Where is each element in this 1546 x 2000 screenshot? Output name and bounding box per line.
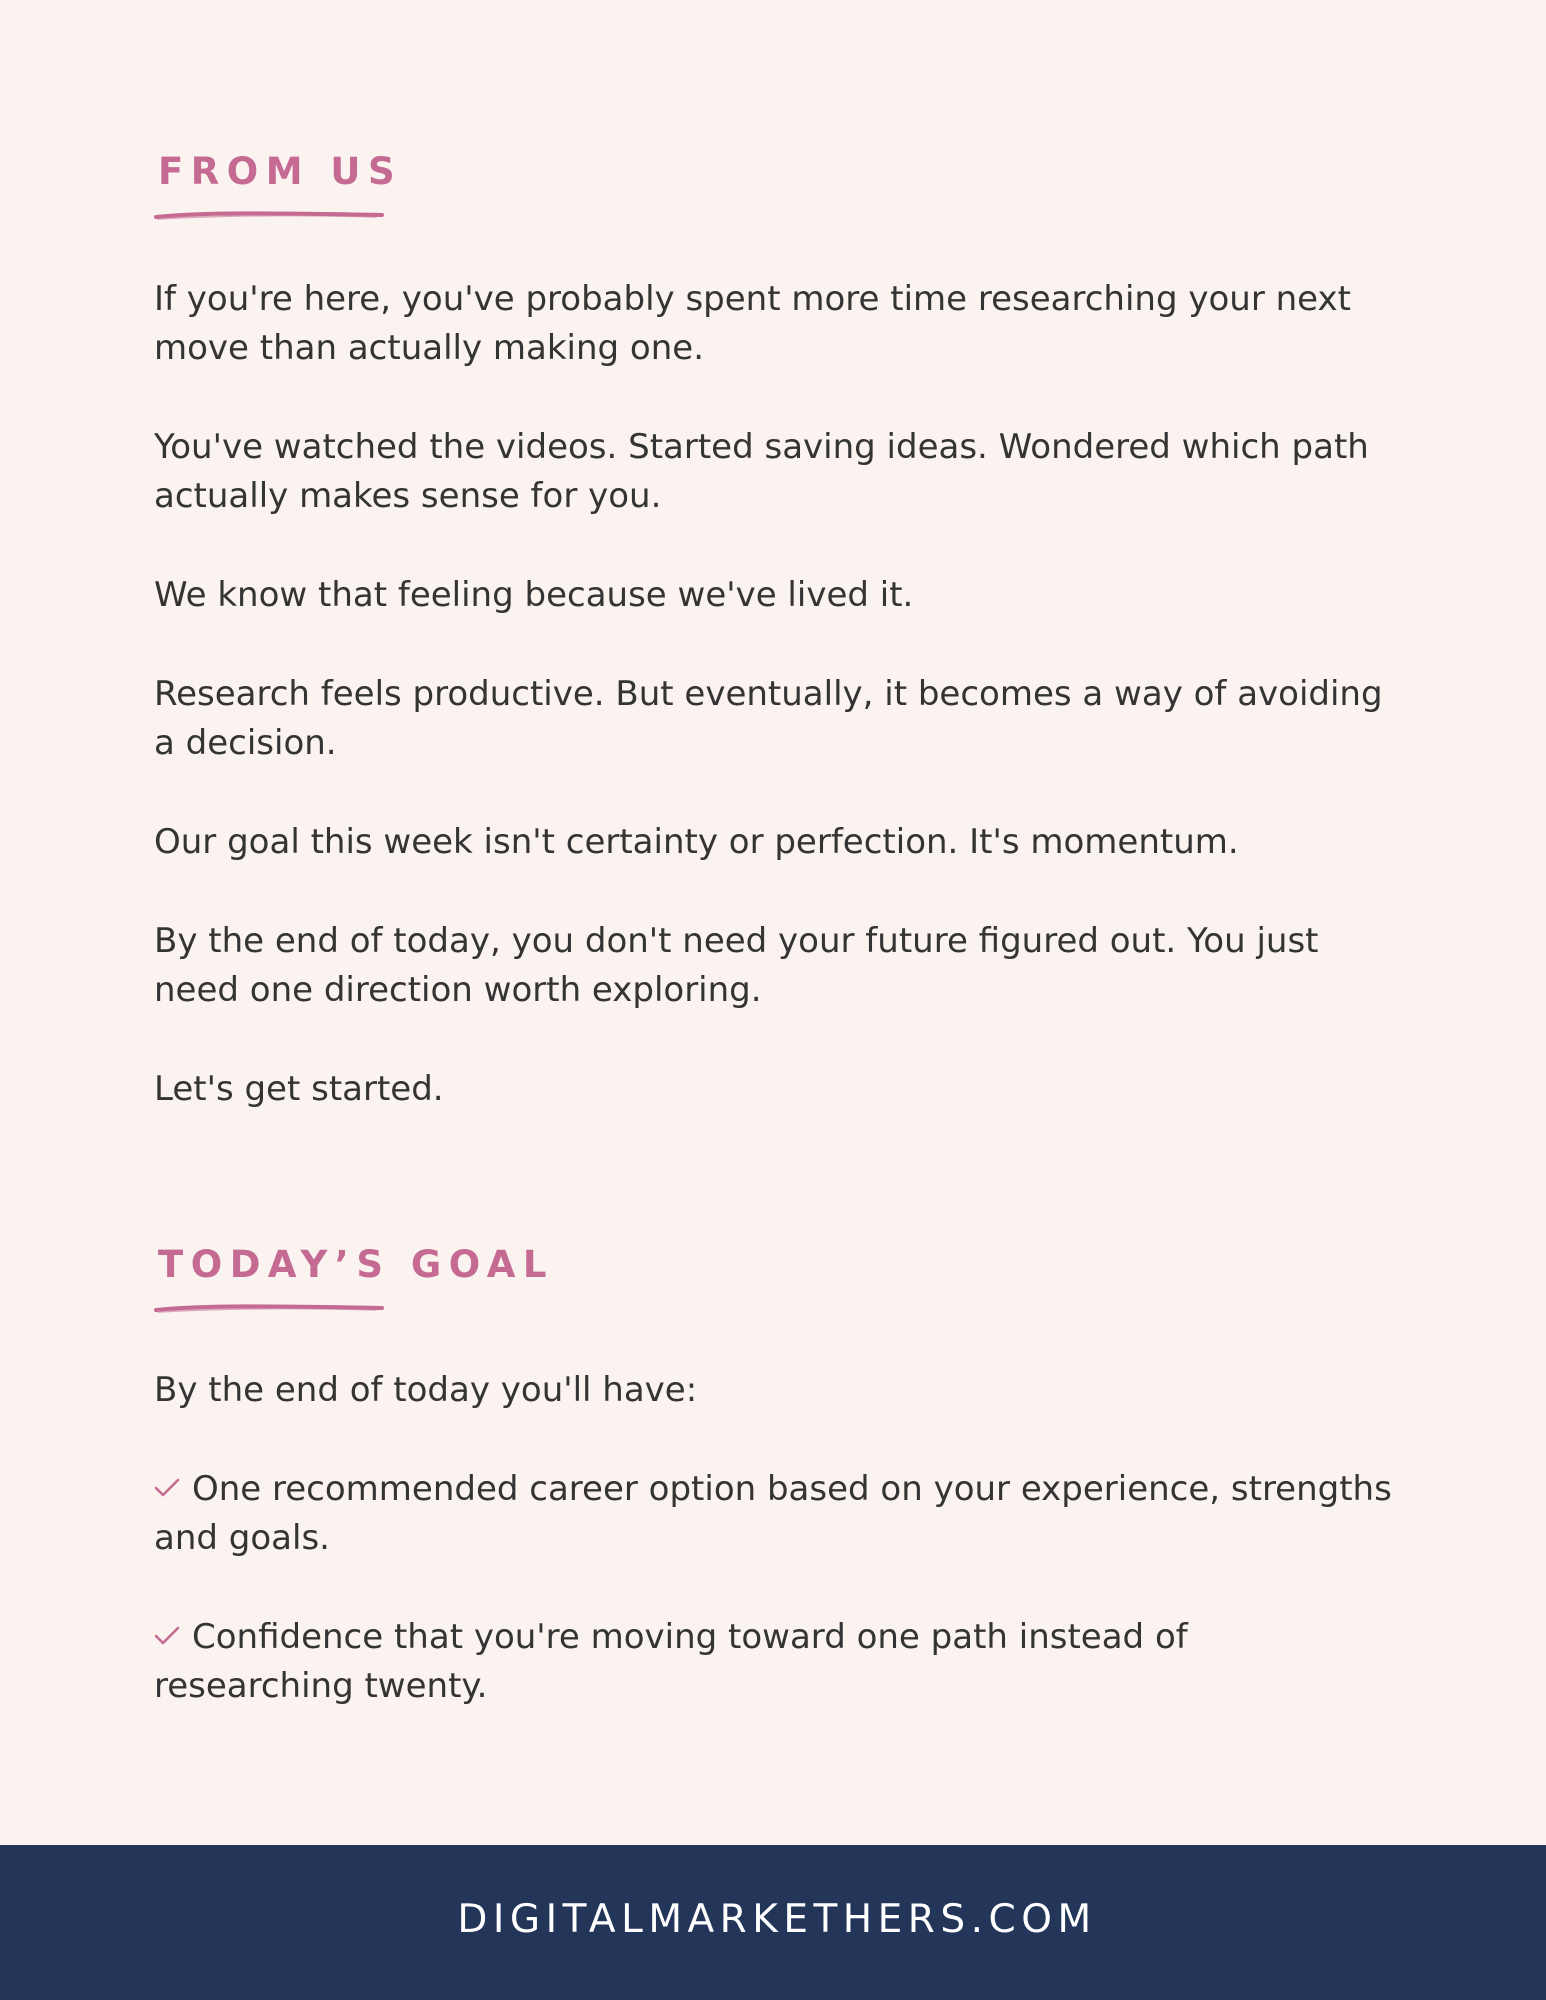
from-us-paragraph: By the end of today, you don't need your future figured out. You just need one direction worth exploring.	[154, 921, 1319, 1011]
brush-underline-icon	[154, 1302, 384, 1316]
from-us-section	[154, 150, 1394, 1114]
check-icon	[154, 1478, 180, 1498]
footer-brand-url[interactable]: DIGITALMARKETHERS.COM	[457, 1897, 1097, 1942]
footer-bar	[0, 1845, 1546, 2000]
from-us-paragraph: If you're here, you've probably spent more time researching your next move than actually making one.	[154, 279, 1351, 369]
from-us-paragraph: You've watched the videos. Started saving ideas. Wondered which path actually makes sense for you.	[154, 427, 1369, 517]
goal-checklist-text: One recommended career option based on your experience, strengths and goals.	[154, 1469, 1392, 1559]
from-us-paragraph: Our goal this week isn't certainty or perfection. It's momentum.	[154, 822, 1239, 863]
todays-goal-section	[154, 1243, 1394, 1711]
from-us-paragraph: Research feels productive. But eventually, it becomes a way of avoiding a decision.	[154, 674, 1383, 764]
from-us-heading: FROM US	[158, 150, 403, 193]
from-us-body	[154, 275, 1394, 1114]
goal-checklist-text: Confidence that you're moving toward one path instead of researching twenty.	[154, 1617, 1188, 1707]
todays-goal-intro: By the end of today you'll have:	[154, 1370, 698, 1411]
from-us-paragraph: We know that feeling because we've lived it.	[154, 575, 914, 616]
check-icon	[154, 1626, 180, 1646]
goal-checklist-item	[154, 1613, 1394, 1711]
goal-checklist-item	[154, 1465, 1394, 1563]
todays-goal-heading: TODAY’S GOAL	[158, 1243, 554, 1286]
brush-underline-icon	[154, 209, 384, 223]
from-us-paragraph: Let's get started.	[154, 1069, 444, 1110]
goal-checklist	[154, 1465, 1394, 1711]
